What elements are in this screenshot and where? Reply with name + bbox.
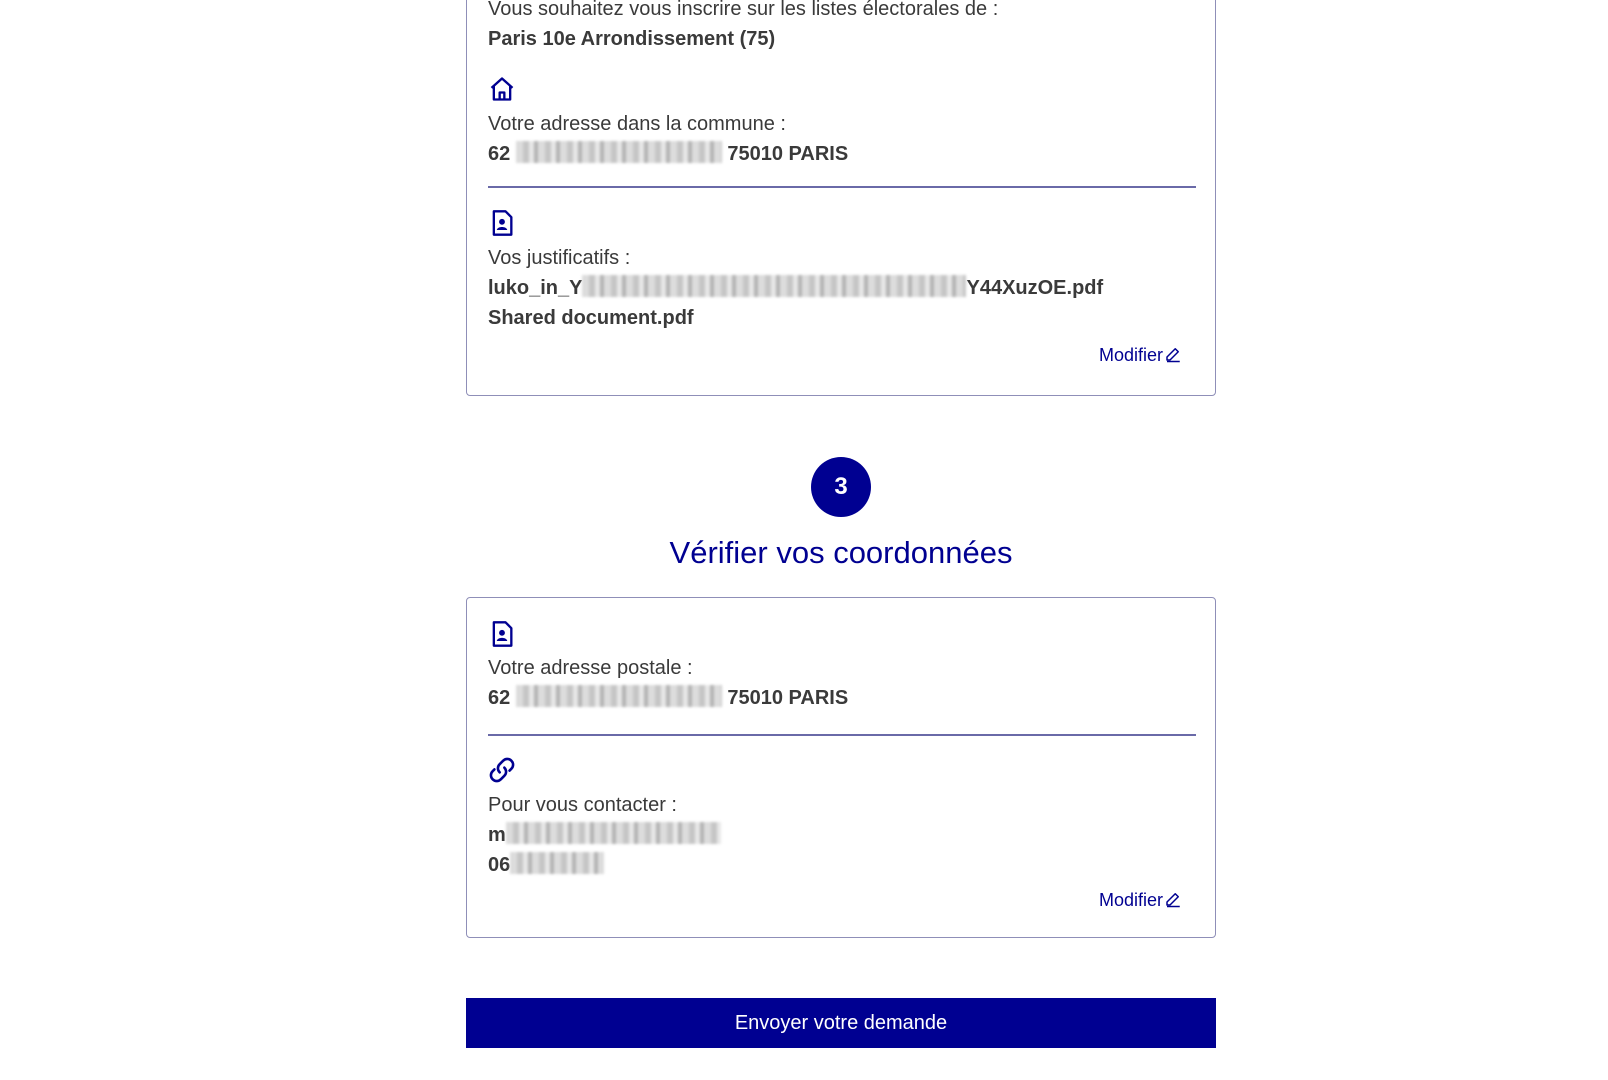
home-icon	[488, 75, 516, 103]
modify-label: Modifier	[1098, 345, 1163, 365]
modify-registration-link[interactable]	[1099, 343, 1182, 367]
redacted-phone	[510, 852, 604, 874]
modify-contact-link[interactable]	[1099, 888, 1182, 912]
phone-prefix: 06	[488, 854, 511, 876]
contact-phone	[488, 850, 1196, 880]
section-divider	[488, 186, 1196, 188]
postal-value	[488, 683, 1196, 713]
address-label: Votre adresse dans la commune :	[488, 113, 786, 135]
postal-city: 75010 PARIS	[727, 687, 849, 709]
modify-label: Modifier	[1098, 890, 1163, 910]
link-icon	[488, 756, 516, 784]
proofs-section	[488, 243, 1196, 333]
contact-summary-card	[466, 597, 1216, 938]
redacted-email	[506, 822, 721, 844]
redacted-street	[516, 685, 722, 707]
commune-section	[488, 0, 1196, 54]
proofs-label: Vos justificatifs :	[488, 247, 631, 269]
proof-file-1	[488, 273, 1196, 303]
address-city: 75010 PARIS	[727, 143, 849, 165]
contact-email	[488, 820, 1196, 850]
address-number: 62	[488, 143, 511, 165]
address-section	[488, 109, 1196, 169]
id-card-icon	[488, 209, 516, 237]
pencil-icon	[1164, 345, 1182, 363]
contact-label: Pour vous contacter :	[488, 794, 677, 816]
postal-label: Votre adresse postale :	[488, 657, 693, 679]
redacted-street	[516, 141, 722, 163]
section-divider	[488, 734, 1196, 736]
step-number-badge: 3	[811, 457, 871, 517]
address-value	[488, 139, 1196, 169]
postal-number: 62	[488, 687, 511, 709]
commune-value: Paris 10e Arrondissement (75)	[488, 28, 776, 50]
step-title: Vérifier vos coordonnées	[669, 535, 1013, 570]
email-prefix: m	[488, 824, 506, 846]
registration-summary-card	[466, 0, 1216, 396]
pencil-icon	[1164, 890, 1182, 908]
commune-label: Vous souhaitez vous inscrire sur les listes électorales de :	[488, 0, 999, 20]
id-card-icon	[488, 620, 516, 648]
contact-section	[488, 790, 1196, 880]
submit-request-button[interactable]: Envoyer votre demande	[466, 998, 1216, 1048]
postal-section	[488, 653, 1196, 713]
redacted-filename	[582, 275, 966, 297]
proof-file-2: Shared document.pdf	[488, 307, 694, 329]
proof-file-1-suffix: Y44XuzOE.pdf	[966, 277, 1104, 299]
proof-file-1-prefix: luko_in_Y	[488, 277, 583, 299]
